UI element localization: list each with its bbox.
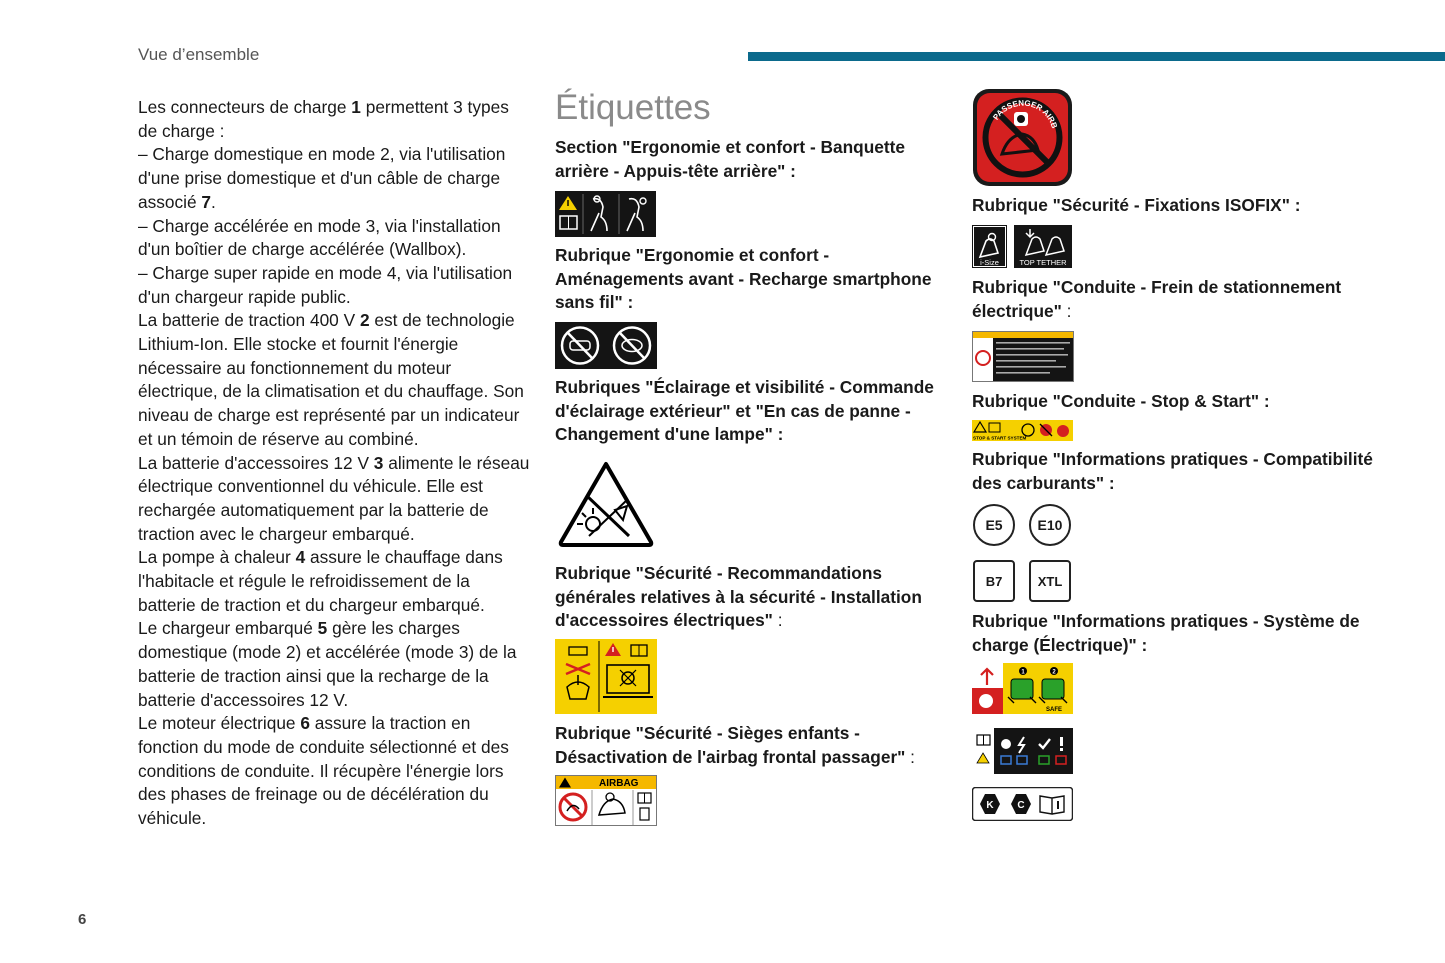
paragraph: La pompe à chaleur 4 assure le chauffage dans l'habitacle et régule le refroidissement de la batterie de traction et du chargeur embarqué.: [138, 547, 503, 615]
paragraph: La batterie de traction 400 V 2 est de technologie Lithium-Ion. Elle stocke et fournit l'énergie nécessaire au fonctionnement du moteur électrique, de la climatisation et du chauffage. Son niveau de charge est représenté par un indicateur et un témoin de réserve au combiné.: [138, 310, 524, 449]
charging-system-label-image: [972, 663, 1073, 714]
svg-text:AIRBAG: AIRBAG: [599, 778, 639, 789]
svg-text:SAFE: SAFE: [1045, 707, 1063, 713]
svg-text:C: C: [1017, 800, 1025, 811]
paragraph: – Charge domestique en mode 2, via l'utilisation d'une prise domestique et d'un câble de charge associé 7.: [138, 144, 506, 212]
fuel-e5-badge: E5: [973, 504, 1015, 546]
rubric-heading: Section "Ergonomie et confort - Banquette arrière - Appuis-tête arrière" :: [555, 137, 905, 181]
connector-type-label-image: [972, 787, 1073, 821]
smartphone-charging-label-image: [555, 322, 657, 369]
svg-text:K: K: [986, 800, 994, 811]
header-accent-bar: [748, 52, 1445, 61]
svg-text:STOP & START SYSTEM: STOP & START SYSTEM: [973, 435, 1027, 441]
fuel-xtl-badge: XTL: [1029, 560, 1071, 602]
svg-text:TOP TETHER: TOP TETHER: [1019, 258, 1067, 267]
airbag-label-image: [555, 775, 657, 826]
rubric-heading: Rubrique "Sécurité - Recommandations générales relatives à la sécurité - Installation d'accessoires électriques" :: [555, 563, 922, 631]
paragraph: La batterie d'accessoires 12 V 3 alimente le réseau électrique conventionnel du véhicule. Elle est rechargée automatiquement par la batterie de traction avec le chargeur embarqué.: [138, 452, 530, 544]
rubric-heading: Rubriques "Éclairage et visibilité - Commande d'éclairage extérieur" et "En cas de panne - Changement d'une lampe" :: [555, 377, 934, 445]
paragraph: Les connecteurs de charge 1 permettent 3 types de charge :: [138, 97, 509, 141]
svg-text:PASSENGER AIRBAG: PASSENGER AIRB: [991, 98, 1059, 130]
stop-start-label-image: [972, 420, 1073, 441]
lighting-warning-triangle-icon: [557, 460, 655, 548]
svg-text:i-Size: i-Size: [980, 258, 999, 267]
paragraph: Le chargeur embarqué 5 gère les charges domestique (mode 2) et accélérée (mode 3) de la batterie de traction ainsi que la recharge de la batterie d'accessoires 12 V.: [138, 618, 517, 710]
rubric-heading: Rubrique "Conduite - Stop & Start" :: [972, 391, 1270, 411]
rubric-heading: Rubrique "Sécurité - Sièges enfants - Désactivation de l'airbag frontal passager" :: [555, 723, 915, 767]
rubric-heading: Rubrique "Sécurité - Fixations ISOFIX" :: [972, 195, 1301, 215]
headrest-label-image: [555, 191, 656, 237]
body-text-column: [138, 96, 530, 831]
fuel-e10-badge: E10: [1029, 504, 1071, 546]
charging-status-label-image: [972, 728, 1073, 774]
rubric-heading: Rubrique "Ergonomie et confort - Aménagements avant - Recharge smartphone sans fil" :: [555, 245, 932, 313]
top-tether-icon: [1014, 225, 1072, 268]
rubric-heading: Rubrique "Informations pratiques - Système de charge (Électrique)" :: [972, 611, 1360, 655]
paragraph: – Charge accélérée en mode 3, via l'installation d'un boîtier de charge accélérée (Wallbox).: [138, 215, 501, 260]
isize-icon: [972, 225, 1007, 268]
rubric-heading: Rubrique "Informations pratiques - Compatibilité des carburants" :: [972, 449, 1373, 493]
section-header: Vue d’ensemble: [138, 45, 260, 64]
paragraph: – Charge super rapide en mode 4, via l'utilisation d'un chargeur rapide public.: [138, 262, 513, 307]
svg-text:1: 1: [1021, 669, 1025, 676]
page-title: Étiquettes: [555, 88, 711, 127]
passenger-airbag-label-image: [972, 88, 1073, 187]
rubric-heading: Rubrique "Conduite - Frein de stationnement électrique" :: [972, 277, 1342, 321]
fuel-b7-badge: B7: [973, 560, 1015, 602]
page-number: 6: [78, 911, 87, 928]
parking-brake-label-image: [972, 331, 1074, 382]
svg-text:2: 2: [1052, 669, 1056, 676]
paragraph: Le moteur électrique 6 assure la traction en fonction du mode de conduite sélectionné et des conditions de conduite. Il récupère l'énergie lors des phases de freinage ou de décélération du véhicule.: [138, 713, 509, 829]
electrical-accessories-label-image: [555, 639, 657, 714]
